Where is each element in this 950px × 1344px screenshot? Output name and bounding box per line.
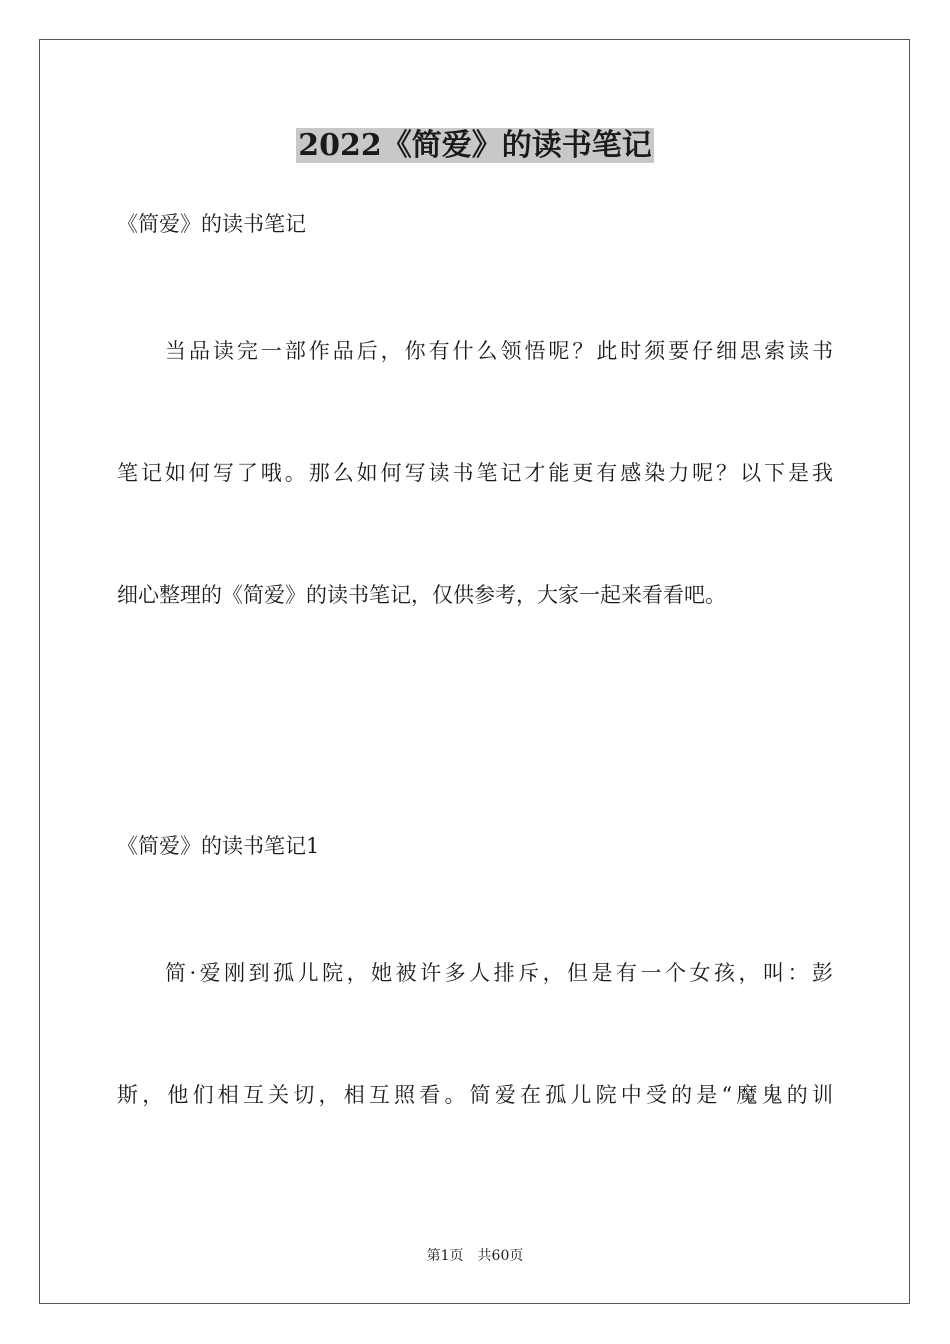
paragraph-line: 笔记如何写了哦。那么如何写读书笔记才能更有感染力呢？以下是我 [117,461,833,485]
document-title-text: 2022《简爱》的读书笔记 [298,128,652,163]
page-total: 共60页 [477,1248,524,1264]
page-footer [0,1246,950,1266]
section-heading-1: 《简爱》的读书笔记1 [117,834,320,858]
paragraph-line: 细心整理的《简爱》的读书笔记，仅供参考，大家一起来看看吧。 [117,583,726,607]
page-number: 第1页 [426,1248,464,1264]
paragraph-line: 斯，他们相互关切，相互照看。简爱在孤儿院中受的是“魔鬼的训 [117,1083,833,1107]
paragraph-line: 简·爱刚到孤儿院，她被许多人排斥，但是有一个女孩，叫：彭 [165,961,833,985]
section-heading-intro: 《简爱》的读书笔记 [117,212,306,236]
paragraph-line: 当品读完一部作品后，你有什么领悟呢？此时须要仔细思索读书 [165,339,833,363]
document-title [0,124,950,168]
